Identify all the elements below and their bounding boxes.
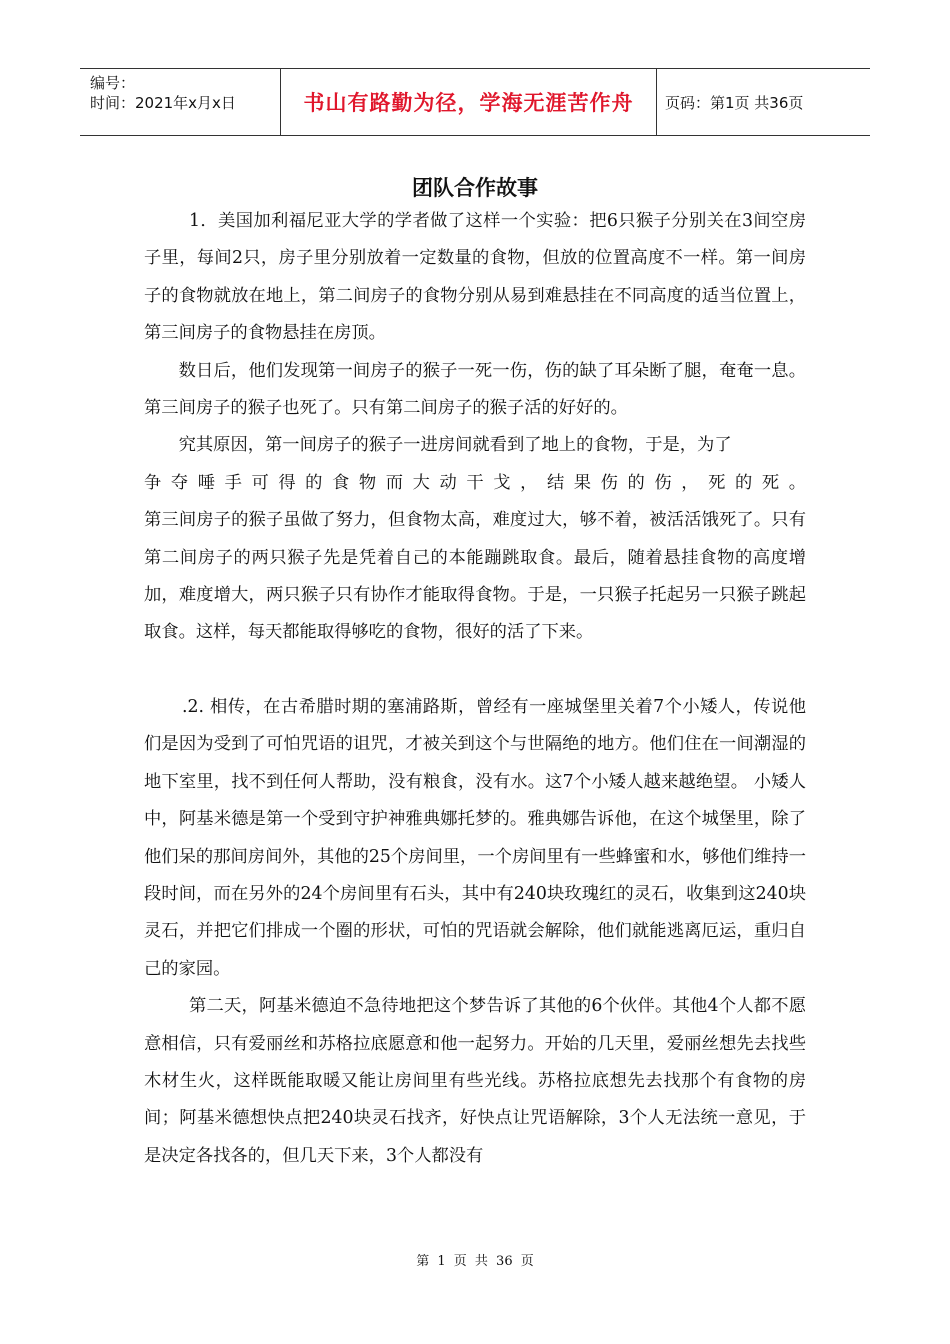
paragraph-gap xyxy=(144,652,806,689)
document-title: 团队合作故事 xyxy=(412,176,538,200)
motto-text: 书山有路勤为径，学海无涯苦作舟 xyxy=(303,91,634,115)
page-footer: 第 1 页 共 36 页 xyxy=(416,1254,534,1269)
paragraph-3: 究其原因，第一间房子的猴子一进房间就看到了地上的食物，于是，为了 xyxy=(178,435,732,456)
paragraph-3-tail: 第三间房子的猴子虽做了努力，但食物太高，难度过大，够不着，被活活饿死了。只有第二间房子的两只猴子先是凭着自己的本能蹦跳取食。最后，随着悬挂食物的高度增加，难度增大，两只猴子只有协作才能取得食物。于是，一只猴子托起另一只猴子跳起取食。这样，每天都能取得够吃的食物，很好的活了下来。 xyxy=(144,510,806,643)
paragraph-3-cont: 争夺唾手可得的食物而大动干戈，结果伤的伤，死的死。 xyxy=(144,472,806,493)
page-info-text: 页码：第1页 共36页 xyxy=(665,93,804,112)
paragraph-1: 1．美国加利福尼亚大学的学者做了这样一个实验：把6只猴子分别关在3间空房子里，每间2只，房子里分别放着一定数量的食物，但放的位置高度不一样。第一间房子的食物就放在地上，第二间房子的食物分别从易到难悬挂在不同高度的适当位置上，第三间房子的食物悬挂在房顶。 xyxy=(144,211,806,344)
number-label: 编号： xyxy=(90,74,136,92)
paragraph-2: 数日后，他们发现第一间房子的猴子一死一伤，伤的缺了耳朵断了腿，奄奄一息。第三间房子的猴子也死了。只有第二间房子的猴子活的好好的。 xyxy=(144,360,806,419)
header-motto-cell xyxy=(281,69,657,135)
paragraph-4: .2. 相传，在古希腊时期的塞浦路斯，曾经有一座城堡里关着7个小矮人，传说他们是因为受到了可怕咒语的诅咒，才被关到这个与世隔绝的地方。他们住在一间潮湿的地下室里，找不到任何人帮助，没有粮食，没有水。这7个小矮人越来越绝望。 小矮人中，阿基米德是第一个受到守护神雅典娜托梦的。雅典娜告诉他，在这个城堡里，除了他们呆的那间房间外，其他的25个房间里，一个房间里有一些蜂蜜和水，够他们维持一段时间，而在另外的24个房间里有石头，其中有240块玫瑰红的灵石，收集到这240块灵石，并把它们排成一个圈的形状，可怕的咒语就会解除，他们就能逃离厄运，重归自己的家园。 xyxy=(144,696,806,979)
document-body xyxy=(144,203,806,1175)
header-page-info xyxy=(657,69,870,135)
paragraph-5: 第二天，阿基米德迫不急待地把这个梦告诉了其他的6个伙伴。其他4个人都不愿意相信，只有爱丽丝和苏格拉底愿意和他一起努力。开始的几天里，爱丽丝想先去找些木材生火，这样既能取暖又能让房间里有些光线。苏格拉底想先去找那个有食物的房间；阿基米德想快点把240块灵石找齐，好快点让咒语解除，3个人无法统一意见，于是决定各找各的，但几天下来，3个人都没有 xyxy=(144,996,806,1166)
time-label: 时间：2021年x月x日 xyxy=(90,94,236,112)
document-header xyxy=(80,68,870,136)
header-meta xyxy=(80,69,281,135)
